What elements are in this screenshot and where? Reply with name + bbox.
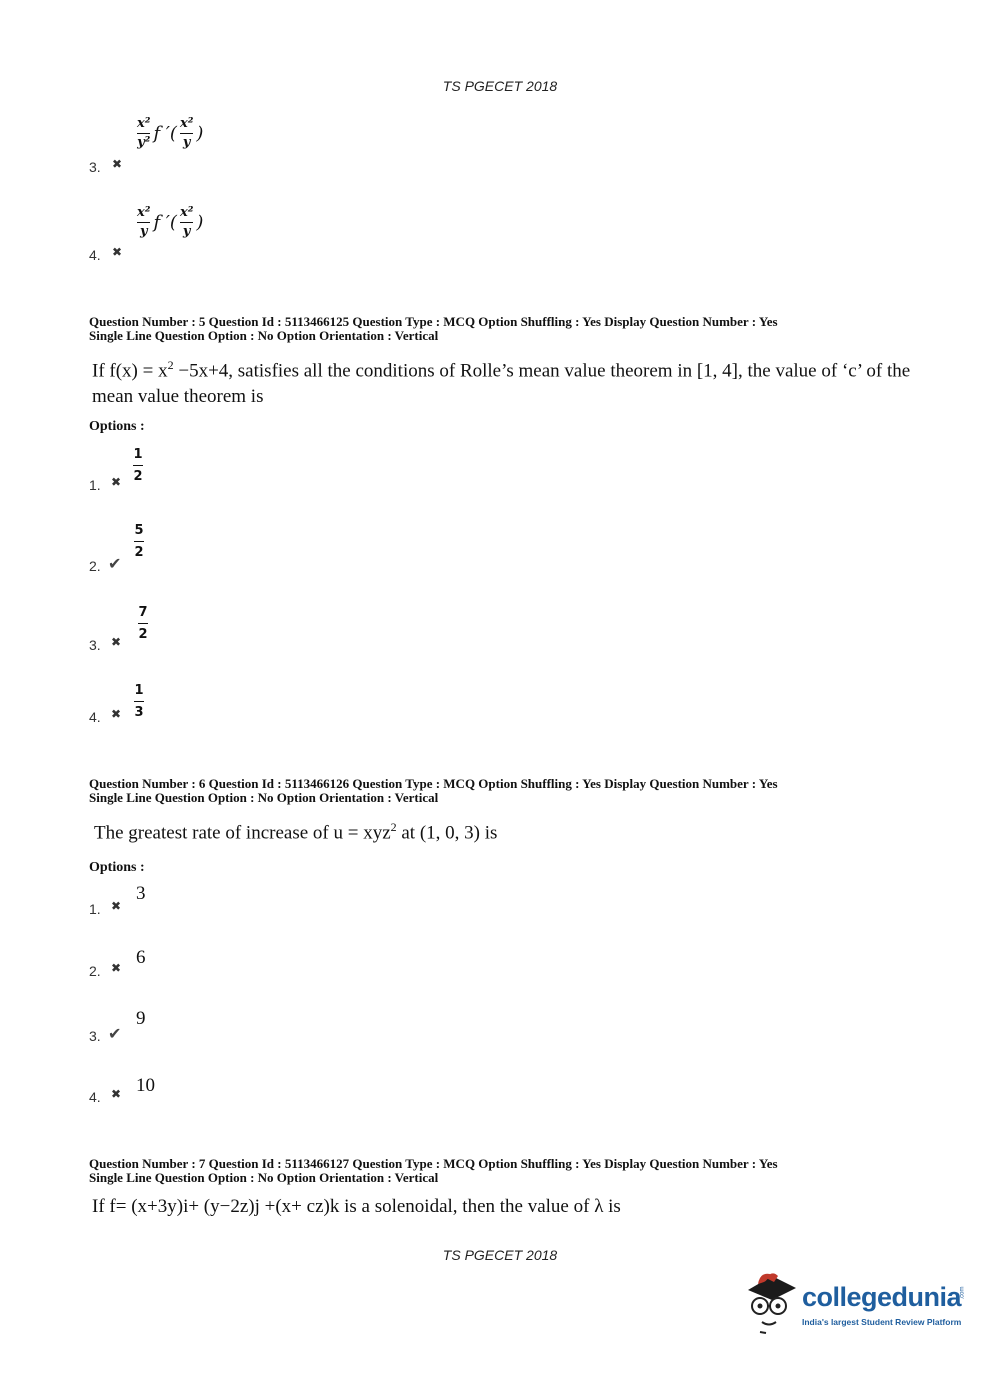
q6-option-2-number: 2. xyxy=(89,963,101,979)
q5-option-3-fraction: 7 2 xyxy=(138,605,148,642)
question-5-text: If $f(x) = x^2 -5x+4$, satisfies all the conditions of Rolle’s mean value theorem in [1, 4], the value of ‘c’ of the mean value theorem is xyxy=(92,358,911,408)
wrong-icon: ✖ xyxy=(111,707,122,721)
prev-option-4-number: 4. xyxy=(89,247,101,263)
q6-option-1-number: 1. xyxy=(89,901,101,917)
q5-option-1-fraction: 1 2 xyxy=(133,447,143,484)
correct-check-icon: ✔ xyxy=(108,1024,122,1043)
logo-suffix: .com xyxy=(959,1286,966,1300)
wrong-icon: ✖ xyxy=(111,961,122,975)
fraction: x² y² xyxy=(137,116,151,150)
q5-option-2-number: 2. xyxy=(89,558,101,574)
question-6-text: The greatest rate of increase of u = xyz$^2$ at (1, 0, 3) is xyxy=(94,820,498,844)
fraction: x² y xyxy=(179,116,194,150)
prev-option-3-formula: x² y² f ′( x² y ) xyxy=(137,116,204,150)
q6-option-2-value: 6 xyxy=(136,947,146,968)
collegedunia-logo xyxy=(740,1270,970,1340)
wrong-icon: ✖ xyxy=(111,475,122,489)
prev-option-4-formula: x² y f ′( x² y ) xyxy=(137,205,204,239)
options-label: Options : xyxy=(89,419,145,434)
q5-option-3-number: 3. xyxy=(89,637,101,653)
wrong-icon: ✖ xyxy=(111,635,122,649)
q6-option-4-value: 10 xyxy=(136,1075,155,1096)
q6-option-3-value: 9 xyxy=(136,1008,146,1029)
question-6-meta: Question Number : 6 Question Id : 5113466126 Question Type : MCQ Option Shuffling : Yes Display Question Number : Yes Single Line Question Option : No Option Orientation : Vertical xyxy=(89,776,778,805)
mascot-icon xyxy=(740,1270,802,1336)
options-label: Options : xyxy=(89,860,145,875)
fraction: x² y xyxy=(179,205,194,239)
prev-option-3-number: 3. xyxy=(89,159,101,175)
correct-check-icon: ✔ xyxy=(108,554,122,573)
wrong-icon: ✖ xyxy=(112,245,123,259)
page-footer: TS PGECET 2018 xyxy=(442,1247,558,1263)
question-5-meta: Question Number : 5 Question Id : 5113466125 Question Type : MCQ Option Shuffling : Yes Display Question Number : Yes Single Line Question Option : No Option Orientation : Vertical xyxy=(89,314,778,343)
logo-name: collegedunia xyxy=(802,1282,962,1312)
q5-option-1-number: 1. xyxy=(89,477,101,493)
logo-tagline: India's largest Student Review Platform xyxy=(802,1317,962,1327)
q5-option-2-fraction: 5 2 xyxy=(134,523,144,560)
wrong-icon: ✖ xyxy=(111,1087,122,1101)
wrong-icon: ✖ xyxy=(112,157,123,171)
q6-option-4-number: 4. xyxy=(89,1089,101,1105)
question-7-meta: Question Number : 7 Question Id : 5113466127 Question Type : MCQ Option Shuffling : Yes Display Question Number : Yes Single Line Question Option : No Option Orientation : Vertical xyxy=(89,1156,778,1185)
wrong-icon: ✖ xyxy=(111,899,122,913)
q5-option-4-number: 4. xyxy=(89,709,101,725)
q5-option-4-fraction: 1 3 xyxy=(134,683,144,720)
question-7-text: If f= (x+3y)i+ (y−2z)j +(x+ cz)k is a solenoidal, then the value of λ is xyxy=(92,1196,621,1217)
q6-option-3-number: 3. xyxy=(89,1028,101,1044)
page-header: TS PGECET 2018 xyxy=(442,78,558,94)
fraction: x² y xyxy=(137,205,151,239)
q6-option-1-value: 3 xyxy=(136,883,146,904)
